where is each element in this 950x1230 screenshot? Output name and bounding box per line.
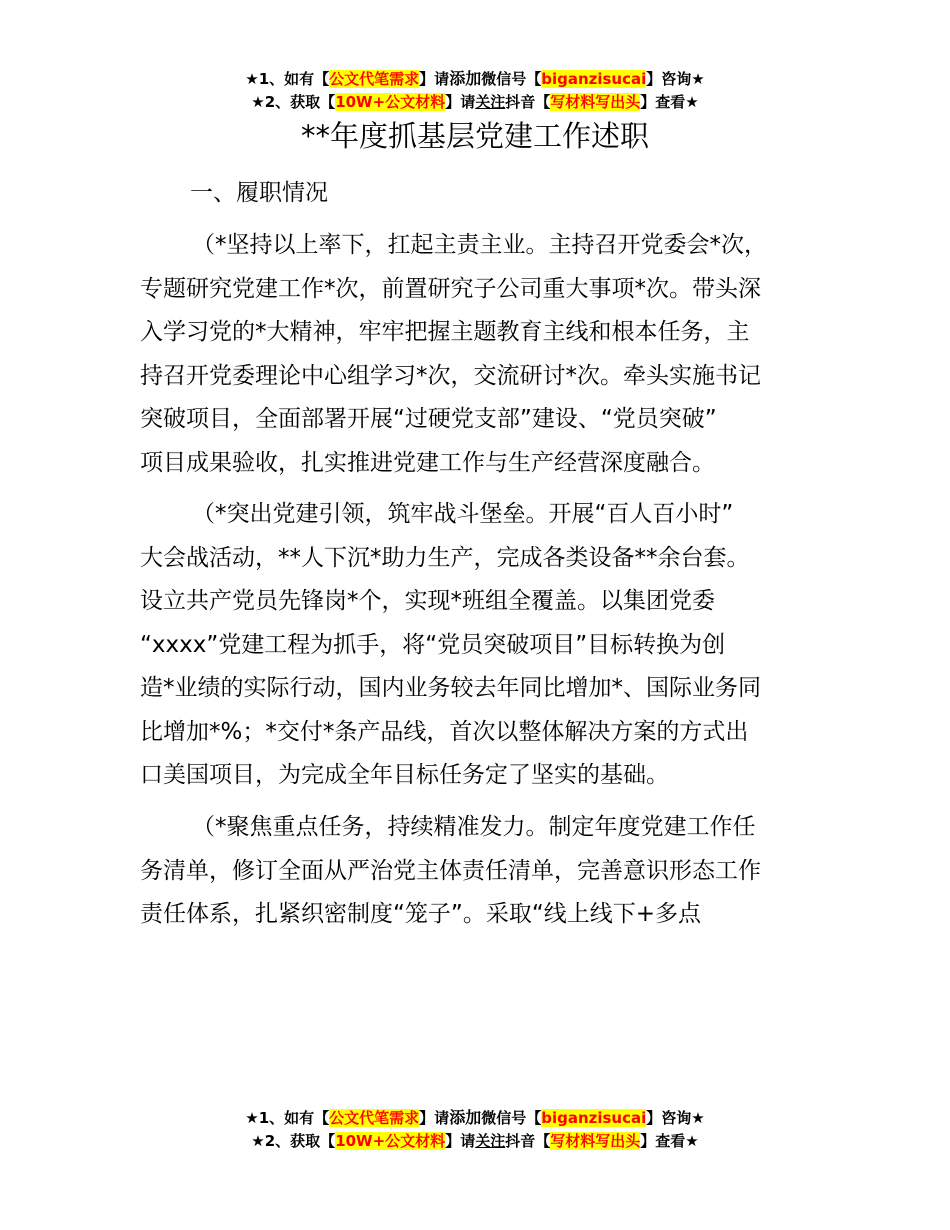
paragraph-1: [140, 224, 812, 485]
banner-text: 添加: [449, 1108, 482, 1127]
banner-text: 1、如有【: [258, 1109, 330, 1127]
banner-text: 抖音【: [505, 93, 551, 111]
banner-text: 】查看★: [640, 1132, 699, 1150]
paragraph-line: 设立共产党员先锋岗*个，实现*班组全覆盖。以集团党委: [140, 588, 715, 614]
banner-line-2: [0, 91, 950, 114]
banner-wechat-id: biganzisucai: [541, 70, 647, 88]
banner-text: 】请: [445, 93, 476, 111]
banner-text: 】查看★: [640, 93, 699, 111]
header-banner: [0, 67, 950, 114]
paragraph-line: 持召开党委理论中心组学习*次，交流研讨*次。牵头实施书记: [140, 362, 761, 389]
paragraph-3: [140, 806, 812, 937]
paragraph-2: [140, 493, 812, 798]
paragraph-line: 造*业绩的实际行动，国内业务较去年同比增加*、国际业务同: [140, 675, 761, 701]
banner-text: 】请: [419, 1109, 450, 1127]
banner-text: 】请: [419, 70, 450, 88]
paragraph-line: 务清单，修订全面从严治党主体责任清单，完善意识形态工作: [140, 857, 761, 884]
banner-text: 关注: [475, 1132, 506, 1150]
banner-highlight: 公文代笔需求: [329, 70, 420, 88]
document-title: **年度抓基层党建工作述职: [300, 119, 649, 153]
banner-text: 关注: [475, 93, 506, 111]
paragraph-line: “xxxx”党建工程为抓手，将“党员突破项目”目标转换为创: [140, 631, 726, 658]
banner-text: 抖音【: [505, 1132, 551, 1150]
star-icon: ★: [245, 70, 259, 88]
paragraph-line: 比增加*%；*交付*条产品线，首次以整体解决方案的方式出: [140, 718, 749, 745]
banner-text: 】咨询★: [646, 70, 705, 88]
banner-highlight: 写材料写出头: [550, 1132, 641, 1150]
paragraph-line: （*坚持以上率下，扛起主责主业。主持召开党委会*次，: [192, 232, 767, 258]
banner-highlight: 写材料写出头: [550, 93, 641, 111]
banner-highlight: 10W+公文材料: [335, 93, 446, 111]
paragraph-line: 大会战活动，**人下沉*助力生产，完成各类设备**余台套。: [140, 544, 750, 571]
banner-text: 2、获取【: [264, 93, 336, 111]
footer-banner: [0, 1106, 950, 1153]
banner-text: 】咨询★: [646, 1109, 705, 1127]
paragraph-line: 项目成果验收，扎实推进党建工作与生产经营深度融合。: [140, 449, 715, 476]
paragraph-line: 突破项目，全面部署开展“过硬党支部”建设、“党员突破”: [140, 406, 717, 432]
banner-line-2: [0, 1130, 950, 1153]
banner-text: 微信号【: [481, 1109, 542, 1127]
paragraph-line: （*聚焦重点任务，持续精准发力。制定年度党建工作任: [192, 814, 756, 840]
banner-line-1: [0, 1106, 950, 1130]
banner-wechat-id: biganzisucai: [541, 1109, 647, 1127]
star-icon: ★: [251, 93, 265, 111]
paragraph-line: 口美国项目，为完成全年目标任务定了坚实的基础。: [140, 762, 669, 788]
paragraph-line: 责任体系，扎紧织密制度“笼子”。采取“线上线下+多点: [140, 901, 702, 927]
banner-text: 添加: [449, 69, 482, 88]
star-icon: ★: [251, 1132, 265, 1150]
paragraph-line: （*突出党建引领，筑牢战斗堡垒。开展“百人百小时”: [192, 501, 734, 527]
banner-text: 2、获取【: [264, 1132, 336, 1150]
paragraph-line: 入学习党的*大精神，牢牢把握主题教育主线和根本任务，主: [140, 319, 750, 345]
star-icon: ★: [245, 1109, 259, 1127]
banner-highlight: 公文代笔需求: [329, 1109, 420, 1127]
banner-text: 微信号【: [481, 70, 542, 88]
banner-text: 1、如有【: [258, 70, 330, 88]
banner-highlight: 10W+公文材料: [335, 1132, 446, 1150]
paragraph-line: 专题研究党建工作*次，前置研究子公司重大事项*次。带头深: [140, 275, 761, 302]
section-heading: 一、履职情况: [190, 180, 328, 206]
banner-text: 】请: [445, 1132, 476, 1150]
banner-line-1: [0, 67, 950, 91]
